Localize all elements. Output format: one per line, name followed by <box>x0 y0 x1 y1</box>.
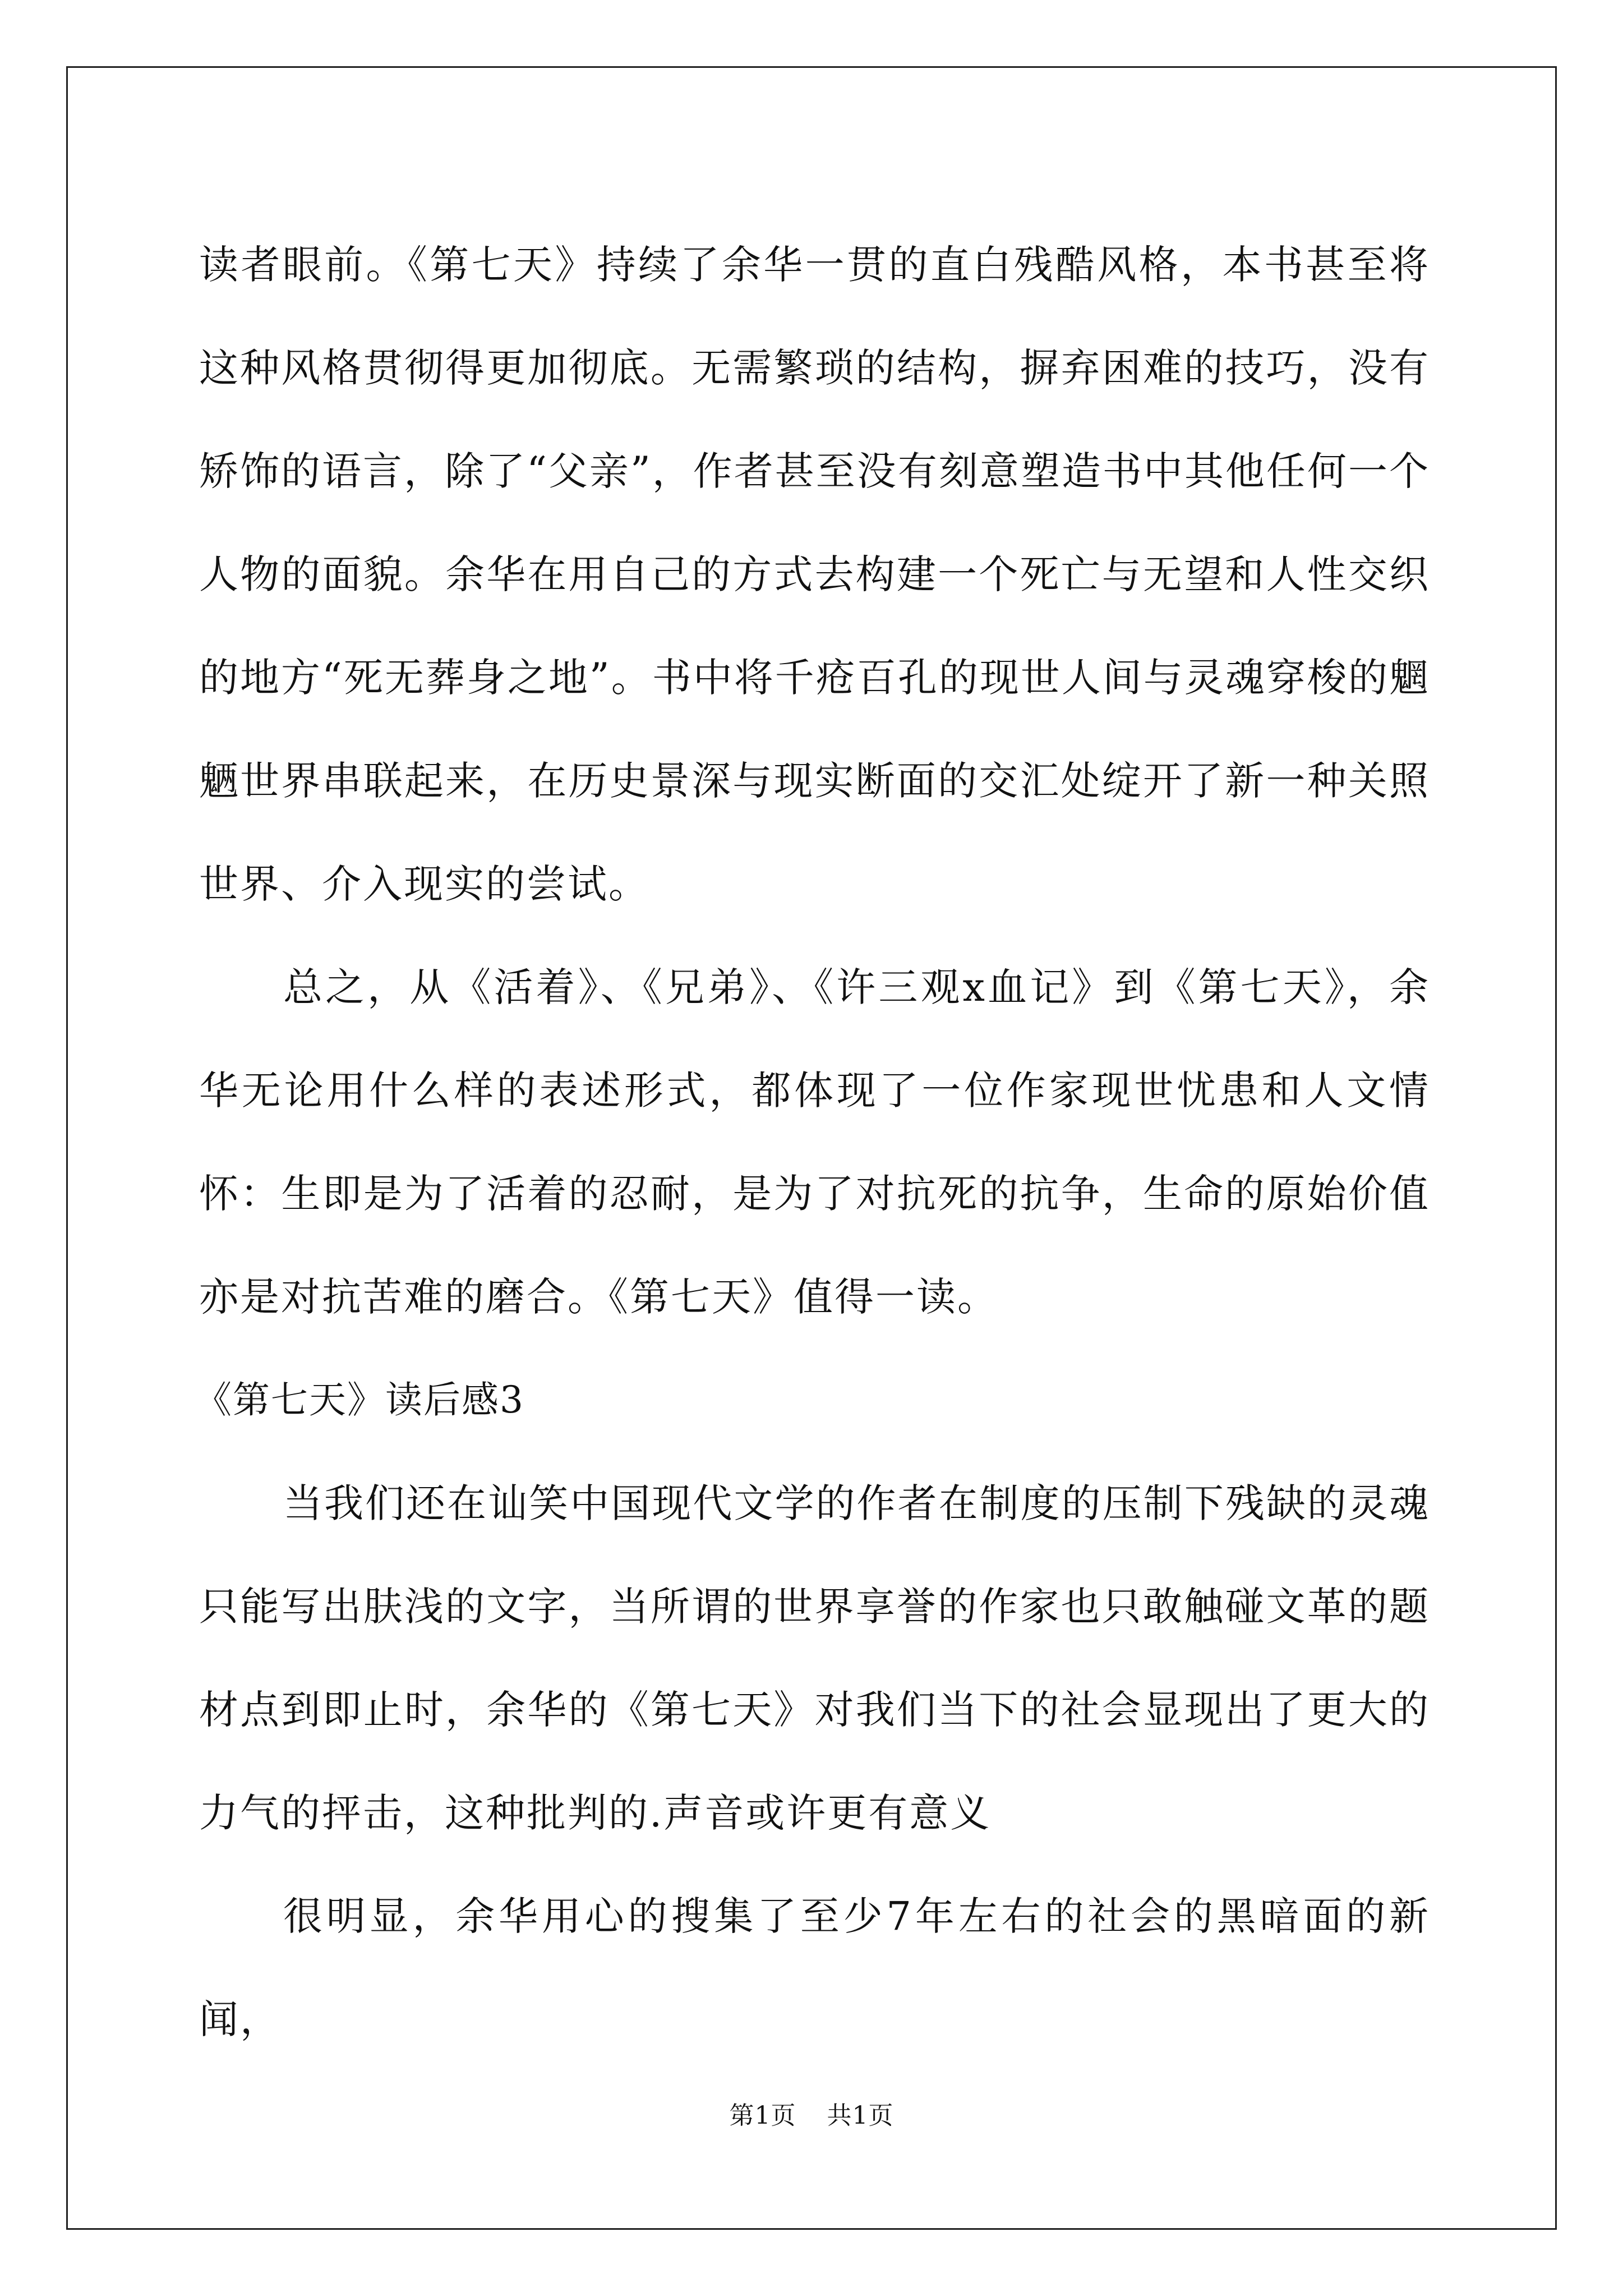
document-body <box>195 213 1430 2071</box>
paragraph-evidence: 很明显，余华用心的搜集了至少7年左右的社会的黑暗面的新闻， <box>199 1893 1430 2042</box>
paragraph-conclusion: 总之，从《活着》、《兄弟》、《许三观x血记》到《第七天》，余华无论用什么样的表述形式，都体现了一位作家现世忧患和人文情怀：生即是为了活着的忍耐，是为了对抗死的抗争，生命的原始价值亦是对抗苦难的磨合。《第七天》值得一读。 <box>199 964 1430 1320</box>
section-heading: 《第七天》读后感3 <box>195 1378 524 1421</box>
page-total: 共1页 <box>827 2101 894 2130</box>
paragraph-continuation: 读者眼前。《第七天》持续了余华一贯的直白残酷风格，本书甚至将这种风格贯彻得更加彻底。无需繁琐的结构，摒弃困难的技巧，没有矫饰的语言，除了“父亲”，作者甚至没有刻意塑造书中其他任何一个人物的面貌。余华在用自己的方式去构建一个死亡与无望和人性交织的地方“死无葬身之地”。书中将千疮百孔的现世人间与灵魂穿梭的魍魉世界串联起来，在历史景深与现实断面的交汇处绽开了新一种关照世界、介入现实的尝试。 <box>199 242 1430 907</box>
paragraph-intro: 当我们还在讪笑中国现代文学的作者在制度的压制下残缺的灵魂只能写出肤浅的文字，当所谓的世界享誉的作家也只敢触碰文革的题材点到即止时，余华的《第七天》对我们当下的社会显现出了更大的力气的抨击，这种批判的.声音或许更有意义 <box>199 1480 1430 1836</box>
page-footer <box>0 2095 1623 2131</box>
page-number: 第1页 <box>729 2101 796 2130</box>
